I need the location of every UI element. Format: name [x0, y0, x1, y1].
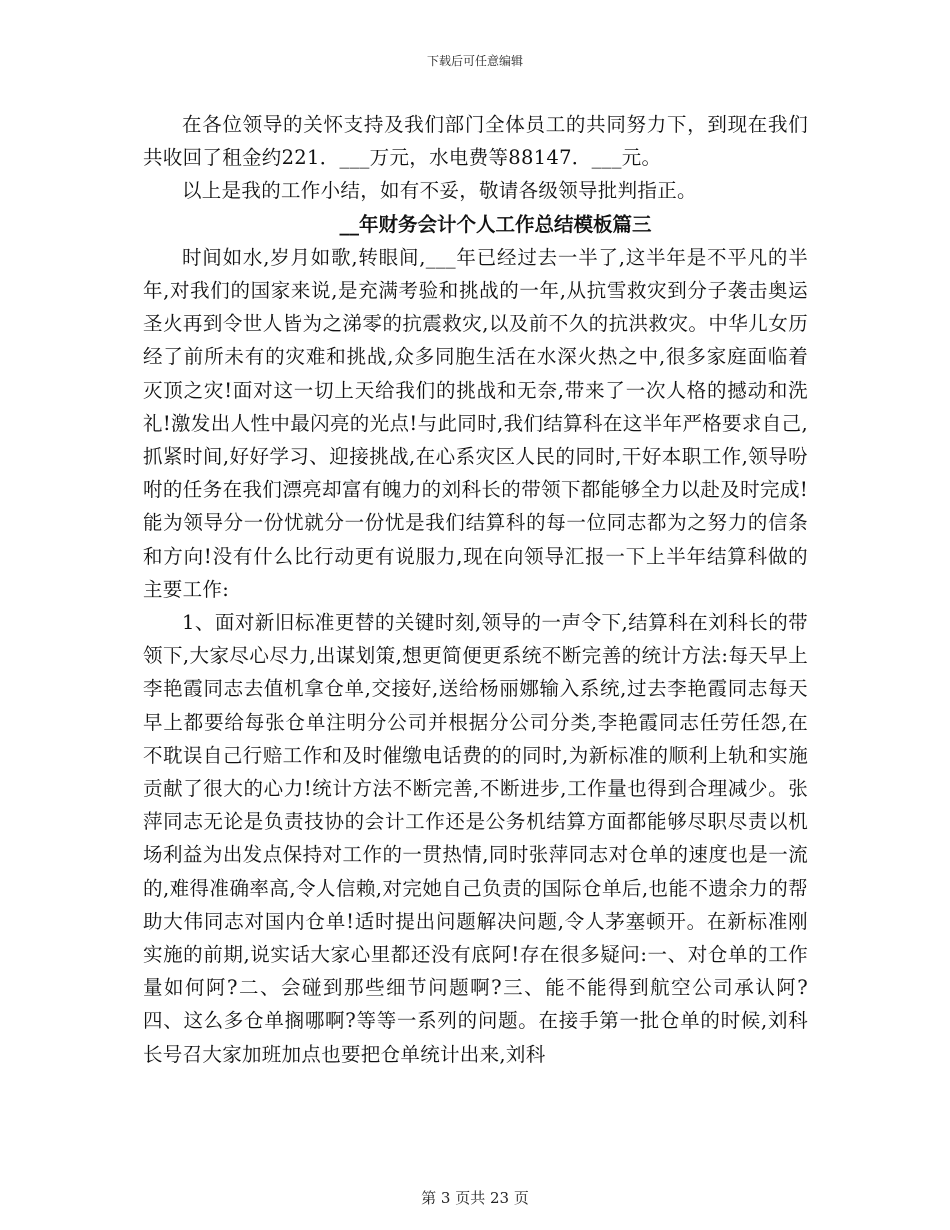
- document-body: [143, 108, 808, 1071]
- page-header: 下载后可任意编辑: [426, 54, 523, 68]
- paragraph: 在各位领导的关怀支持及我们部门全体员工的共同努力下，到现在我们共收回了租金约221．___万元，水电费等88147．___元。: [143, 113, 808, 170]
- section-heading: __年财务会计个人工作总结模板篇三: [339, 212, 652, 236]
- page-footer: 第 3 页共 23 页: [421, 1189, 529, 1207]
- paragraph: 1、面对新旧标准更替的关键时刻,领导的一声令下,结算科在刘科长的带领下,大家尽心尽力,出谋划策,想更简便更系统不断完善的统计方法:每天早上李艳霞同志去值机拿仓单,交接好,送给杨丽娜输入系统,过去李艳霞同志每天早上都要给每张仓单注明分公司并根据分公司分类,李艳霞同志任劳任怨,在不耽误自己行赔工作和及时催缴电话费的的同时,为新标准的顺利上轨和实施贡献了很大的心力!统计方法不断完善,不断进步,工作量也得到合理减少。张萍同志无论是负责技协的会计工作还是公务机结算方面都能够尽职尽责以机场利益为出发点保持对工作的一贯热情,同时张萍同志对仓单的速度也是一流的,难得准确率高,令人信赖,对完她自己负责的国际仓单后,也能不遗余力的帮助大伟同志对国内仓单!适时提出问题解决问题,令人茅塞顿开。在新标准刚实施的前期,说实话大家心里都还没有底阿!存在很多疑问:一、对仓单的工作量如何阿?二、会碰到那些细节问题啊?三、能不能得到航空公司承认阿?四、这么多仓单搁哪啊?等等一系列的问题。在接手第一批仓单的时候,刘科长号召大家加班加点也要把仓单统计出来,刘科: [143, 611, 808, 1066]
- paragraph: 时间如水,岁月如歌,转眼间,___年已经过去一半了,这半年是不平凡的半年,对我们的国家来说,是充满考验和挑战的一年,从抗雪救灾到分子袭击奥运圣火再到令世人皆为之涕零的抗震救灾,以及前不久的抗洪救灾。中华儿女历经了前所未有的灾难和挑战,众多同胞生活在水深火热之中,很多家庭面临着灭顶之灾!面对这一切上天给我们的挑战和无奈,带来了一次人格的撼动和洗礼!激发出人性中最闪亮的光点!与此同时,我们结算科在这半年严格要求自己,抓紧时间,好好学习、迎接挑战,在心系灾区人民的同时,干好本职工作,领导吩咐的任务在我们漂亮却富有魄力的刘科长的带领下都能够全力以赴及时完成!能为领导分一份忧就分一份忧是我们结算科的每一位同志都为之努力的信条和方向!没有什么比行动更有说服力,现在向领导汇报一下上半年结算科做的主要工作:: [143, 245, 808, 601]
- paragraph: 以上是我的工作小结，如有不妥，敬请各级领导批判指正。: [182, 179, 697, 203]
